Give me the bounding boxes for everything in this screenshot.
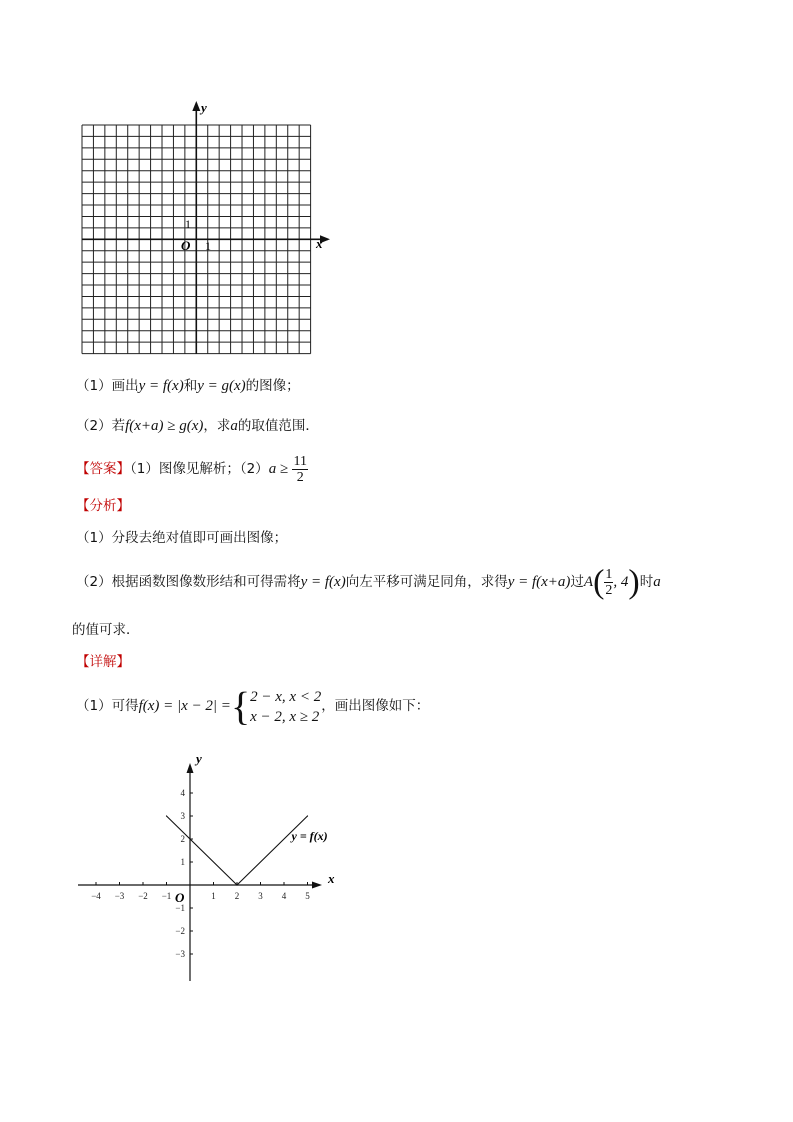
answer-fraction bbox=[292, 454, 307, 485]
grid-y-arrow bbox=[192, 101, 200, 111]
x-tick-label: 4 bbox=[281, 891, 287, 901]
y-tick-label: 3 bbox=[180, 811, 185, 821]
q1-and: 和 bbox=[183, 378, 198, 394]
x-tick-label: −3 bbox=[114, 891, 125, 901]
x-axis-label: x bbox=[328, 871, 335, 886]
y-tick-label: −2 bbox=[175, 926, 185, 936]
q1-prefix: （1）画出 bbox=[76, 378, 139, 394]
analysis-line-2a: （2）根据函数图像数形结和可得需将 bbox=[76, 574, 301, 590]
answer-denominator: 2 bbox=[296, 470, 304, 485]
y-tick-label: 2 bbox=[180, 834, 185, 844]
analysis-line-1 bbox=[76, 528, 287, 548]
question-2 bbox=[76, 416, 319, 436]
q1-suffix: 的图像； bbox=[245, 378, 300, 394]
left-paren: ( bbox=[593, 563, 605, 601]
q2-inequality: f(x+a) ≥ g(x) bbox=[125, 418, 204, 434]
x-tick-label: 1 bbox=[211, 891, 216, 901]
detail-expr: f(x) = |x − 2| = bbox=[138, 698, 231, 714]
chart-axes bbox=[78, 751, 335, 981]
analysis-line-2d: 时 bbox=[639, 574, 654, 590]
series-label: y = f(x) bbox=[291, 829, 328, 843]
analysis-point-name: A bbox=[583, 574, 594, 590]
y-tick-label: 4 bbox=[180, 788, 185, 798]
function-graph bbox=[70, 745, 350, 985]
series-point bbox=[307, 815, 308, 816]
answer-bracket: 【答案】 bbox=[76, 461, 130, 477]
analysis-line-3-text: 的值可求． bbox=[72, 622, 140, 638]
right-paren: ) bbox=[628, 563, 640, 601]
analysis-line-2b: 向左平移可满足同角，求得 bbox=[345, 574, 508, 590]
question-1 bbox=[76, 376, 300, 396]
grid-y-label: y bbox=[201, 100, 207, 115]
y-tick-label: −3 bbox=[175, 949, 185, 959]
detail-suffix: ，画出图像如下： bbox=[321, 698, 430, 714]
point-numerator: 1 bbox=[605, 567, 613, 582]
grid-origin-label: O bbox=[181, 238, 191, 253]
analysis-line-2c: 过 bbox=[570, 574, 584, 590]
piecewise-cases bbox=[250, 687, 321, 727]
y-tick-label: 1 bbox=[180, 857, 185, 867]
case-2: x − 2, x ≥ 2 bbox=[250, 708, 320, 725]
y-axis-label: y bbox=[196, 751, 202, 766]
detail-line bbox=[76, 684, 429, 728]
q2-var: a bbox=[230, 418, 238, 434]
grid-x-tick-label: 1 bbox=[205, 239, 211, 253]
analysis-bracket: 【分析】 bbox=[76, 498, 130, 514]
x-axis-arrow bbox=[312, 882, 322, 889]
analysis-line-1-text: （1）分段去绝对值即可画出图像； bbox=[76, 530, 288, 546]
case-1: 2 − x, x < 2 bbox=[250, 688, 322, 705]
x-tick-label: −4 bbox=[91, 891, 101, 901]
piecewise-brace: { bbox=[230, 683, 251, 729]
grid-axes bbox=[82, 101, 330, 354]
detail-prefix: （1）可得 bbox=[76, 698, 139, 714]
series-line bbox=[167, 816, 308, 885]
detail-bracket: 【详解】 bbox=[76, 654, 130, 670]
analysis-line-2 bbox=[76, 562, 661, 602]
q1-f-expr: y = f(x) bbox=[138, 378, 184, 394]
answer-text: （1）图像见解析；（2） bbox=[130, 461, 269, 477]
grid-x-label: x bbox=[316, 236, 323, 251]
q2-mid: ，求 bbox=[203, 418, 231, 434]
grid-y-tick-label: 1 bbox=[185, 217, 191, 231]
answer-line bbox=[76, 452, 308, 486]
detail-heading bbox=[76, 652, 130, 672]
series-point bbox=[166, 815, 167, 816]
x-tick-label: −1 bbox=[161, 891, 172, 901]
x-tick-label: −2 bbox=[138, 891, 148, 901]
point-denominator: 2 bbox=[605, 583, 613, 598]
analysis-line-3 bbox=[72, 620, 140, 640]
analysis-f-shift-expr: y = f(x+a) bbox=[507, 574, 571, 590]
x-tick-label: 3 bbox=[258, 891, 263, 901]
analysis-var: a bbox=[653, 574, 661, 590]
q2-suffix: 的取值范围． bbox=[237, 418, 319, 434]
answer-lhs: a ≥ bbox=[268, 461, 289, 477]
series-point bbox=[236, 884, 237, 885]
origin-label: O bbox=[175, 890, 185, 905]
answer-numerator: 11 bbox=[293, 454, 307, 469]
analysis-heading bbox=[76, 496, 130, 516]
y-tick-label: −1 bbox=[175, 903, 185, 913]
q1-g-expr: y = g(x) bbox=[197, 378, 246, 394]
x-tick-label: 5 bbox=[305, 891, 310, 901]
analysis-f-expr: y = f(x) bbox=[300, 574, 346, 590]
x-tick-label: 2 bbox=[234, 891, 240, 901]
point-y: , 4 bbox=[613, 574, 629, 590]
q2-prefix: （2）若 bbox=[76, 418, 126, 434]
y-axis-arrow bbox=[187, 763, 194, 773]
blank-grid-figure bbox=[60, 95, 340, 365]
